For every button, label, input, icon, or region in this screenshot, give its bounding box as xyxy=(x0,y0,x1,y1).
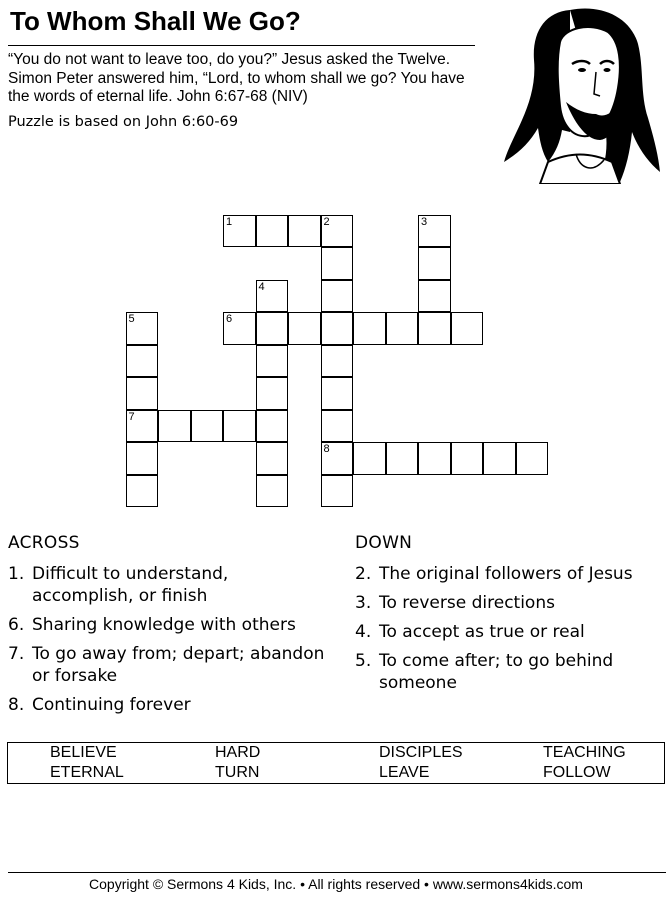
crossword-cell[interactable] xyxy=(126,312,159,345)
down-clue xyxy=(355,621,670,643)
word-bank-item: LEAVE xyxy=(379,764,430,781)
crossword-cell[interactable] xyxy=(288,312,321,345)
crossword-cell[interactable] xyxy=(126,377,159,410)
across-clue xyxy=(8,694,328,716)
across-clue xyxy=(8,614,328,636)
crossword-cell[interactable] xyxy=(321,312,354,345)
clue-number: 6. xyxy=(8,615,25,635)
clue-number: 7. xyxy=(8,644,25,664)
crossword-cell[interactable] xyxy=(353,442,386,475)
down-clue xyxy=(355,592,670,614)
cell-number: 3 xyxy=(421,215,428,228)
word-bank-item: DISCIPLES xyxy=(379,744,463,761)
down-clue xyxy=(355,563,670,585)
crossword-cell[interactable] xyxy=(321,215,354,248)
clue-text: To reverse directions xyxy=(379,593,555,613)
crossword-cell[interactable] xyxy=(256,442,289,475)
crossword-cell[interactable] xyxy=(386,442,419,475)
clue-number: 5. xyxy=(355,651,372,671)
page-title: To Whom Shall We Go? xyxy=(10,6,301,36)
crossword-cell[interactable] xyxy=(353,312,386,345)
clue-text: To accept as true or real xyxy=(379,622,585,642)
down-heading: DOWN xyxy=(355,533,413,553)
crossword-cell[interactable] xyxy=(158,410,191,443)
word-bank-item: TURN xyxy=(215,764,260,781)
word-bank-item: FOLLOW xyxy=(543,764,611,781)
clue-number: 1. xyxy=(8,564,25,584)
clue-text: Continuing forever xyxy=(32,695,191,715)
crossword-cell[interactable] xyxy=(418,280,451,313)
clue-text: Difficult to understand, accomplish, or finish xyxy=(32,564,229,606)
word-bank-item: BELIEVE xyxy=(50,744,117,761)
title-divider xyxy=(8,45,475,46)
crossword-cell[interactable] xyxy=(126,410,159,443)
cell-number: 5 xyxy=(128,313,135,325)
copyright-footer: Copyright © Sermons 4 Kids, Inc. • All rights reserved • www.sermons4kids.com xyxy=(89,876,583,892)
clue-text: To come after; to go behind someone xyxy=(379,651,614,693)
word-bank xyxy=(7,742,665,784)
crossword-cell[interactable] xyxy=(126,475,159,508)
crossword-cell[interactable] xyxy=(191,410,224,443)
crossword-cell[interactable] xyxy=(256,475,289,508)
down-clue xyxy=(355,650,670,694)
across-clue xyxy=(8,563,328,607)
crossword-cell[interactable] xyxy=(516,442,549,475)
crossword-cell[interactable] xyxy=(418,247,451,280)
cell-number: 7 xyxy=(128,410,135,423)
crossword-cell[interactable] xyxy=(256,312,289,345)
crossword-cell[interactable] xyxy=(386,312,419,345)
crossword-cell[interactable] xyxy=(321,442,354,475)
crossword-cell[interactable] xyxy=(223,410,256,443)
word-bank-item: ETERNAL xyxy=(50,764,124,781)
across-clues xyxy=(8,533,328,723)
crossword-cell[interactable] xyxy=(451,442,484,475)
across-heading: ACROSS xyxy=(8,533,80,553)
clue-number: 4. xyxy=(355,622,372,642)
crossword-cell[interactable] xyxy=(418,312,451,345)
crossword-cell[interactable] xyxy=(256,345,289,378)
cell-number: 4 xyxy=(258,280,265,293)
crossword-cell[interactable] xyxy=(321,475,354,508)
crossword-cell[interactable] xyxy=(483,442,516,475)
crossword-cell[interactable] xyxy=(126,442,159,475)
jesus-portrait-illustration xyxy=(500,2,660,184)
crossword-cell[interactable] xyxy=(321,345,354,378)
crossword-cell[interactable] xyxy=(256,410,289,443)
down-clues xyxy=(355,533,670,701)
crossword-cell[interactable] xyxy=(321,410,354,443)
clue-number: 8. xyxy=(8,695,25,715)
clue-text: The original followers of Jesus xyxy=(379,564,633,584)
crossword-cell[interactable] xyxy=(321,280,354,313)
crossword-cell[interactable] xyxy=(418,442,451,475)
cell-number: 2 xyxy=(323,215,330,228)
crossword-cell[interactable] xyxy=(223,215,256,248)
crossword-cell[interactable] xyxy=(418,215,451,248)
clue-text: To go away from; depart; abandon or forsake xyxy=(32,644,325,686)
crossword-cell[interactable] xyxy=(321,247,354,280)
crossword-cell[interactable] xyxy=(256,280,289,313)
cell-number: 6 xyxy=(226,313,233,325)
clue-number: 2. xyxy=(355,564,372,584)
scripture-quote: “You do not want to leave too, do you?” Jesus asked the Twelve. Simon Peter answered him, “Lord, to whom shall we go? You have the words of eternal life. John 6:67-68 (NIV) xyxy=(8,51,465,105)
footer-divider xyxy=(8,872,666,873)
crossword-cell[interactable] xyxy=(126,345,159,378)
cell-number: 1 xyxy=(226,215,233,228)
crossword-cell[interactable] xyxy=(451,312,484,345)
cell-number: 8 xyxy=(323,443,330,455)
crossword-cell[interactable] xyxy=(256,215,289,248)
crossword-cell[interactable] xyxy=(321,377,354,410)
across-clue xyxy=(8,643,328,687)
word-bank-item: HARD xyxy=(215,744,261,761)
clue-text: Sharing knowledge with others xyxy=(32,615,296,635)
crossword-cell[interactable] xyxy=(256,377,289,410)
word-bank-item: TEACHING xyxy=(543,744,626,761)
puzzle-basis: Puzzle is based on John 6:60-69 xyxy=(8,114,239,130)
clue-number: 3. xyxy=(355,593,372,613)
crossword-cell[interactable] xyxy=(288,215,321,248)
crossword-cell[interactable] xyxy=(223,312,256,345)
